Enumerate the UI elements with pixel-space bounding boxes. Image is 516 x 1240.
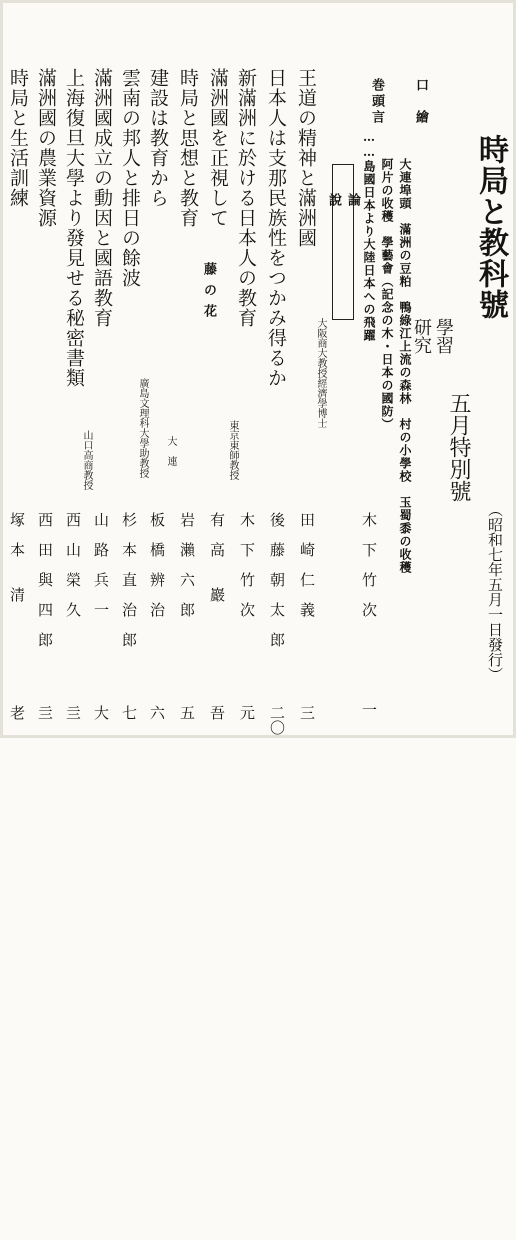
- entry-author-5: 岩 瀨 六 郎: [178, 512, 196, 617]
- entry-author-8: 山 路 兵 一: [92, 512, 110, 617]
- kuchie-line-1: 大連埠頭 滿洲の豆粕 鴨綠江上流の森林 村の小學校 玉蜀黍の收穫: [398, 158, 412, 574]
- entry-title-9: 上海復旦大學より發見せる秘密書類: [63, 68, 85, 388]
- kantogen-page: 一: [360, 702, 378, 717]
- entry-author-3: 木 下 竹 次: [238, 512, 256, 617]
- entry-title-10: 滿洲國の農業資源: [35, 68, 57, 228]
- kantogen-author: 木 下 竹 次: [360, 512, 378, 617]
- entry-page-8: 大: [92, 705, 110, 720]
- entry-title-2: 日本人は支那民族性をつかみ得るか: [265, 68, 287, 388]
- entry-title-11: 時局と生活訓練: [7, 68, 29, 208]
- entry-title-7: 雲南の邦人と排日の餘波: [119, 68, 141, 288]
- entry-page-11: 老: [8, 705, 26, 720]
- entry-author-9: 西 山 榮 久: [64, 512, 82, 617]
- entry-page-10: 亖: [36, 705, 54, 720]
- entry-author-6: 板 橋 辨 治: [148, 512, 166, 617]
- subtitle-line-2: 研究: [411, 318, 432, 354]
- entry-page-7: 七: [120, 705, 138, 720]
- entry-author-1: 田 崎 仁 義: [298, 512, 316, 617]
- entry-role-7: 廣島文理科大學助教授: [137, 378, 148, 478]
- entry-title-5: 時局と思想と教育: [177, 68, 199, 228]
- entry-page-4: 吾: [208, 705, 226, 720]
- entry-page-9: 亖: [64, 705, 82, 720]
- subtitle-line-1: 學習: [433, 318, 454, 354]
- entry-title-3: 新滿洲に於ける日本人の教育: [235, 68, 257, 328]
- entry-author-11: 塚 本 清: [8, 512, 26, 602]
- entry-author-10: 西 田 與 四 郎: [36, 512, 54, 647]
- entry-role-9: 山口高商教授: [81, 430, 92, 490]
- entry-page-6: 六: [148, 705, 166, 720]
- entry-page-3: 元: [238, 705, 256, 720]
- entry-title-6: 建設は教育から: [147, 68, 169, 208]
- entry-author-7: 杉 本 直 治 郎: [120, 512, 138, 647]
- kuchie-line-2: 阿片の收穫 學藝會（記念の木・日本の國防）: [380, 158, 394, 431]
- entry-role-1: 大阪商大教授經濟學博士: [315, 318, 326, 428]
- section-fuji: 藤の花: [201, 262, 216, 325]
- entry-role-4: 東京東師教授: [227, 420, 238, 480]
- entry-page-5: 五: [178, 705, 196, 720]
- entry-author-4: 有 高 巖: [208, 512, 226, 602]
- entry-title-4: 滿洲國を正視して: [207, 68, 229, 228]
- section-ronsetsu-box: 論 說: [332, 164, 354, 320]
- entry-author-2: 後 藤 朝 太 郎: [268, 512, 286, 647]
- issue-label: 五月特別號: [446, 392, 471, 502]
- entry-page-1: 三: [298, 705, 316, 720]
- kantogen-text: ……島國日本より大陸日本への飛躍: [362, 130, 376, 342]
- entry-title-1: 王道の精神と滿洲國: [295, 68, 317, 248]
- kuchie-label: 口 繪: [413, 78, 428, 126]
- entry-title-8: 滿洲國成立の動因と國語教育: [91, 68, 113, 328]
- entry-role-6: 大 連: [165, 436, 176, 466]
- magazine-title: 時局と教科號: [473, 134, 508, 320]
- kantogen-label: 巻頭言: [369, 78, 384, 126]
- issue-date: （昭和七年五月一日發行）: [486, 502, 504, 682]
- entry-page-2: 二〇: [268, 705, 286, 735]
